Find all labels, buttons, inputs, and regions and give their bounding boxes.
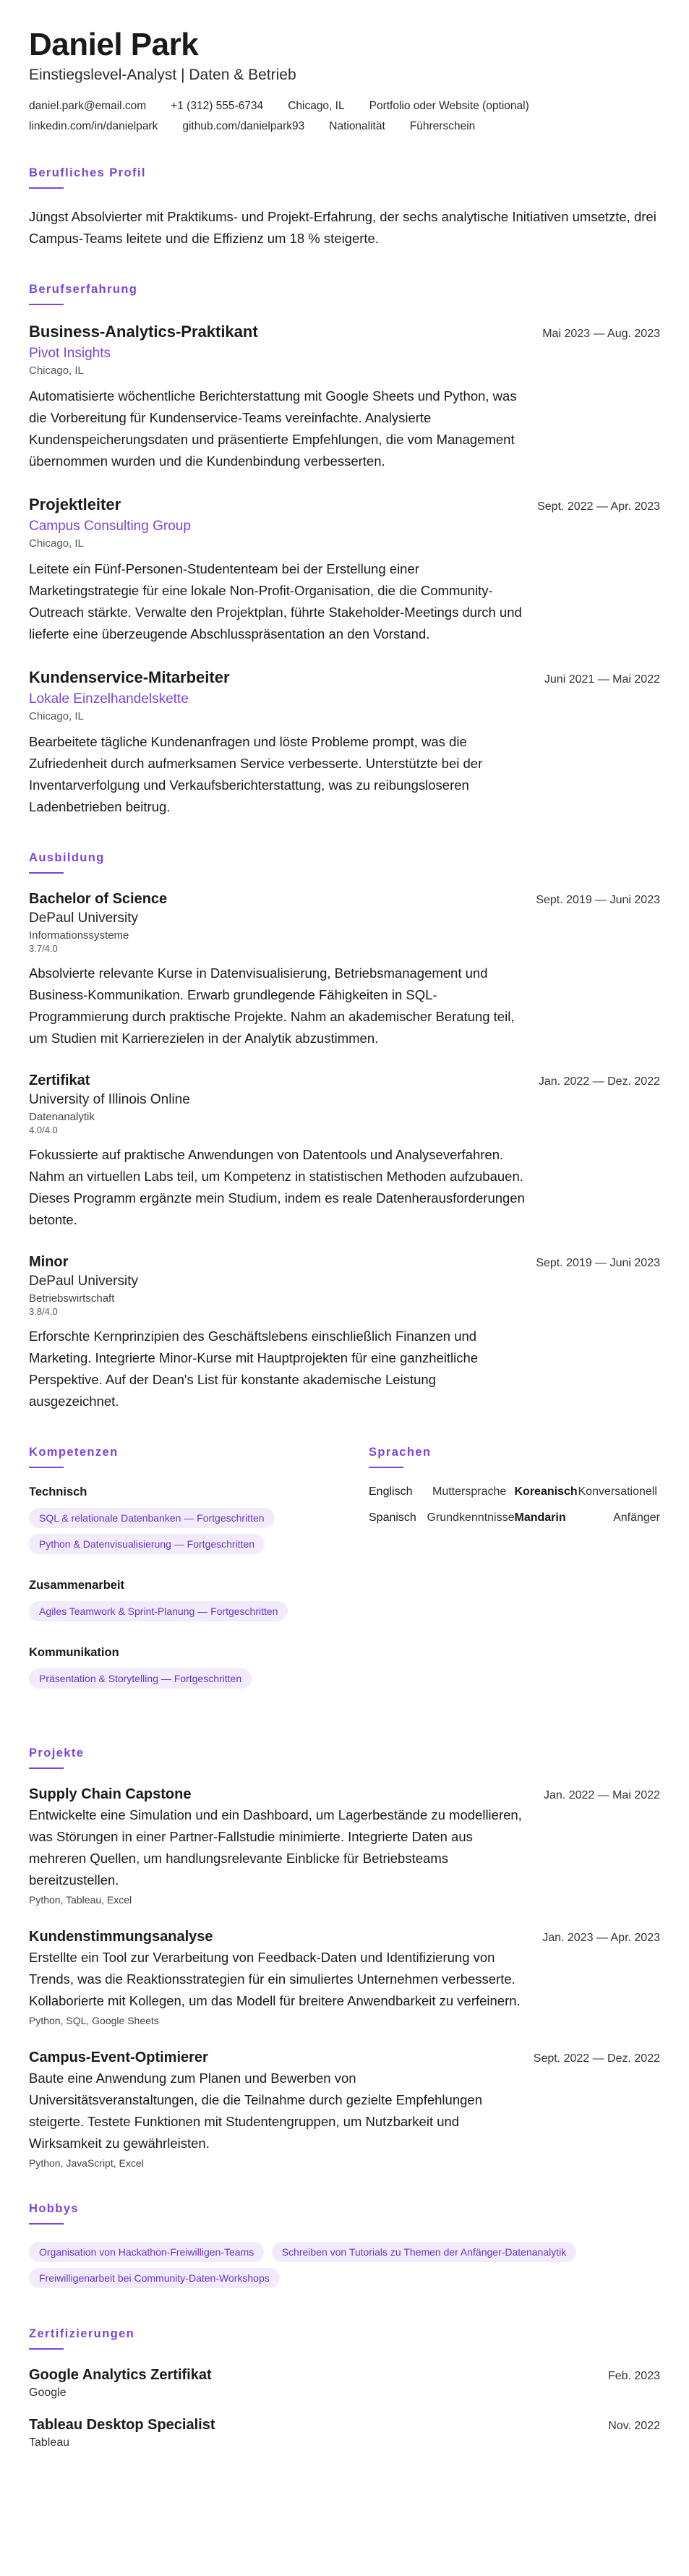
- profile-section: [29, 166, 660, 250]
- education-entry: [29, 1072, 660, 1231]
- field-of-study: Datenanalytik: [29, 1111, 95, 1123]
- section-divider: [369, 1467, 403, 1468]
- language-level: Muttersprache: [432, 1485, 507, 1498]
- project-title: Supply Chain Capstone: [29, 1786, 192, 1802]
- education-date: Jan. 2022 — Dez. 2022: [538, 1075, 660, 1088]
- contact-phone[interactable]: +1 (312) 555-6734: [171, 100, 264, 112]
- education-description: Fokussierte auf praktische Anwendungen von Datentools und Analyseverfahren. Nahm an virtuellen Labs teil, um Kompetenz in statistischen Methoden aufzubauen. Dieses Programm ergänzte mein Studium, indem es reale Datenherausforderungen betonte.: [29, 1147, 525, 1227]
- project-tech: Python, JavaScript, Excel: [29, 2157, 144, 2169]
- language-item: [369, 1511, 515, 1524]
- contact-location: Chicago, IL: [288, 100, 345, 112]
- project-entry: [29, 2050, 660, 2169]
- section-title-skills: Kompetenzen: [29, 1446, 119, 1459]
- certification-issuer: Google: [29, 2387, 67, 2399]
- section-divider: [29, 187, 64, 189]
- job-location: Chicago, IL: [29, 710, 84, 722]
- section-divider: [29, 2223, 64, 2225]
- section-title-projects: Projekte: [29, 1747, 85, 1760]
- section-title-experience: Berufserfahrung: [29, 283, 138, 296]
- school-name: DePaul University: [29, 910, 138, 926]
- skill-tag: Präsentation & Storytelling — Fortgeschritten: [29, 1668, 252, 1689]
- project-description: Entwickelte eine Simulation und ein Dashboard, um Lagerbestände zu modellieren, was Störungen in einer Partner-Fallstudie minimierte. Integrierte Daten aus mehreren Quellen, um handlungsrelevante Einblicke für Betriebsteams bereitzustellen.: [29, 1807, 522, 1888]
- contact-nationality: Nationalität: [329, 120, 385, 132]
- job-title: Kundenservice-Mitarbeiter: [29, 668, 230, 686]
- hobbies-section: [29, 2202, 660, 2294]
- language-level: Grundkenntnisse: [427, 1511, 515, 1524]
- certification-title: Google Analytics Zertifikat: [29, 2367, 212, 2383]
- job-company: Campus Consulting Group: [29, 519, 191, 534]
- education-date: Sept. 2019 — Juni 2023: [536, 1257, 660, 1269]
- field-of-study: Informationssysteme: [29, 929, 129, 942]
- project-date: Jan. 2022 — Mai 2022: [544, 1789, 660, 1801]
- contact-github[interactable]: github.com/danielpark93: [182, 120, 305, 132]
- job-location: Chicago, IL: [29, 364, 84, 377]
- resume-header: [29, 26, 660, 133]
- education-description: Erforschte Kernprinzipien des Geschäftslebens einschließlich Finanzen und Marketing. Integrierte Minor-Kurse mit Hauptprojekten für eine ganzheitliche Perspektive. Auf der Dean's List für konstante akademische Leistung ausgezeichnet.: [29, 1328, 479, 1409]
- job-date: Sept. 2022 — Apr. 2023: [537, 500, 660, 513]
- experience-entry: [29, 323, 660, 472]
- skills-column: [29, 1446, 340, 1713]
- skill-tag: Agiles Teamwork & Sprint-Planung — Fortgeschritten: [29, 1601, 288, 1621]
- school-name: DePaul University: [29, 1274, 138, 1289]
- degree-title: Minor: [29, 1254, 69, 1270]
- contact-linkedin[interactable]: linkedin.com/in/danielpark: [29, 120, 158, 132]
- language-level: Anfänger: [613, 1511, 660, 1524]
- language-name: Englisch: [369, 1485, 413, 1498]
- gpa: 3.8/4.0: [29, 1306, 58, 1317]
- language-level: Konversationell: [578, 1485, 657, 1498]
- language-item: [515, 1511, 661, 1524]
- language-name: Spanisch: [369, 1511, 416, 1524]
- certification-date: Feb. 2023: [607, 2370, 660, 2382]
- section-divider: [29, 872, 64, 874]
- education-description: Absolvierte relevante Kurse in Datenvisualisierung, Betriebsmanagement und Business-Kommunikation. Erwarb grundlegende Fähigkeiten in SQL-Programmierung durch praktische Projekte. Nahm an akademischer Beratung teil, um Studien mit Karrierezielen in der Analytik abzustimmen.: [29, 965, 515, 1046]
- project-title: Campus-Event-Optimierer: [29, 2050, 208, 2065]
- gpa: 3.7/4.0: [29, 943, 58, 954]
- experience-entry: [29, 668, 660, 818]
- skill-tag: Python & Datenvisualisierung — Fortgeschritten: [29, 1534, 265, 1554]
- degree-title: Bachelor of Science: [29, 891, 168, 907]
- language-row: [369, 1485, 660, 1498]
- job-description: Bearbeitete tägliche Kundenanfragen und löste Probleme prompt, was die Zufriedenheit durch aufmerksamen Service verbesserte. Unterstützte bei der Inventarverfolgung und Verkaufsberichterstattung, was zu reibungsloseren Ladenbetrieben beitrug.: [29, 734, 483, 814]
- contact-list: [29, 100, 660, 133]
- projects-section: [29, 1747, 660, 2169]
- project-tech: Python, Tableau, Excel: [29, 1894, 132, 1906]
- education-entry: [29, 1254, 660, 1412]
- skills-languages-section: [29, 1446, 660, 1713]
- skill-group: [29, 1646, 340, 1694]
- skill-tag: SQL & relationale Datenbanken — Fortgeschritten: [29, 1508, 275, 1528]
- job-description: Automatisierte wöchentliche Berichterstattung mit Google Sheets und Python, was die Vorbereitung für Kundenservice-Teams vereinfachte. Analysierte Kundenspeicherungsdaten und präsentierte Empfehlungen, die vom Management übernommen wurden und die Kundenbindung verbesserten.: [29, 388, 517, 469]
- contact-drivers-license: Führerschein: [409, 120, 476, 132]
- section-title-hobbies: Hobbys: [29, 2202, 79, 2215]
- field-of-study: Betriebswirtschaft: [29, 1292, 115, 1305]
- section-divider: [29, 2348, 64, 2350]
- experience-entry: [29, 495, 660, 645]
- contact-email[interactable]: daniel.park@email.com: [29, 100, 147, 112]
- job-date: Mai 2023 — Aug. 2023: [542, 328, 660, 340]
- project-date: Jan. 2023 — Apr. 2023: [542, 1932, 660, 1944]
- certification-entry: [29, 2367, 660, 2400]
- job-description: Leitete ein Fünf-Personen-Studententeam bei der Erstellung einer Marketingstrategie für eine lokale Non-Profit-Organisation, die die Community-Outreach stärkte. Verwalte den Projektplan, führte Stakeholder-Meetings durch und lieferte eine überzeugende Abschlusspräsentation an den Vorstand.: [29, 561, 522, 641]
- hobby-tag: Schreiben von Tutorials zu Themen der Anfänger-Datenanalytik: [272, 2242, 577, 2262]
- project-description: Baute eine Anwendung zum Planen und Bewerben von Universitätsveranstaltungen, die die Teilnahme durch gezielte Empfehlungen steigerte. Testete Funktionen mit Studentengruppen, um Nutzbarkeit und Wirksamkeit zu gewährleisten.: [29, 2070, 482, 2151]
- section-divider: [29, 1767, 64, 1769]
- job-title: Projektleiter: [29, 495, 121, 513]
- certification-entry: [29, 2417, 660, 2449]
- job-title: Business-Analytics-Praktikant: [29, 323, 258, 341]
- section-title-education: Ausbildung: [29, 851, 105, 864]
- skill-group-name: Technisch: [29, 1485, 87, 1498]
- language-name: Mandarin: [514, 1511, 566, 1524]
- section-divider: [29, 304, 64, 305]
- job-company: Lokale Einzelhandelskette: [29, 691, 189, 707]
- skill-group: [29, 1485, 340, 1560]
- project-entry: [29, 1786, 660, 1906]
- certification-title: Tableau Desktop Specialist: [29, 2417, 215, 2433]
- profile-summary: Jüngst Absolvierter mit Praktikums- und Projekt-Erfahrung, der sechs analytische Initiativen umsetzte, drei Campus-Teams leitete und die Effizienz um 18 % steigerte.: [29, 209, 656, 246]
- project-date: Sept. 2022 — Dez. 2022: [533, 2052, 660, 2065]
- section-title-profile: Berufliches Profil: [29, 166, 146, 179]
- candidate-name: Daniel Park: [29, 27, 199, 62]
- education-entry: [29, 891, 660, 1049]
- candidate-headline: Einstiegslevel-Analyst | Daten & Betrieb: [29, 67, 296, 83]
- education-date: Sept. 2019 — Juni 2023: [536, 894, 660, 906]
- hobby-tag: Organisation von Hackathon-Freiwilligen-Teams: [29, 2242, 264, 2262]
- language-row: [369, 1511, 660, 1524]
- certification-issuer: Tableau: [29, 2436, 70, 2449]
- section-title-certifications: Zertifizierungen: [29, 2327, 135, 2340]
- job-location: Chicago, IL: [29, 537, 84, 550]
- experience-section: [29, 283, 660, 818]
- certifications-section: [29, 2327, 660, 2449]
- school-name: University of Illinois Online: [29, 1092, 190, 1107]
- languages-column: [369, 1446, 660, 1713]
- degree-title: Zertifikat: [29, 1072, 90, 1088]
- section-divider: [29, 1467, 64, 1468]
- language-name: Koreanisch: [514, 1485, 578, 1498]
- skill-group-name: Zusammenarbeit: [29, 1579, 125, 1592]
- skill-group: [29, 1579, 340, 1627]
- hobby-tag: Freiwilligenarbeit bei Community-Daten-Workshops: [29, 2268, 280, 2288]
- language-item: [515, 1485, 661, 1498]
- section-title-languages: Sprachen: [369, 1446, 432, 1459]
- skill-group-name: Kommunikation: [29, 1646, 119, 1659]
- project-entry: [29, 1929, 660, 2026]
- job-date: Juni 2021 — Mai 2022: [544, 673, 660, 686]
- gpa: 4.0/4.0: [29, 1125, 58, 1135]
- education-section: [29, 851, 660, 1412]
- project-description: Erstellte ein Tool zur Verarbeitung von Feedback-Daten und Identifizierung von Trends, was die Reaktionsstrategien für ein simuliertes Unternehmen verbesserte. Kollaborierte mit Kollegen, um das Modell für breitere Anwendbarkeit zu verfeinern.: [29, 1950, 521, 2008]
- contact-portfolio[interactable]: Portfolio oder Website (optional): [369, 100, 529, 112]
- project-tech: Python, SQL, Google Sheets: [29, 2015, 159, 2026]
- certification-date: Nov. 2022: [608, 2420, 660, 2432]
- language-item: [369, 1485, 515, 1498]
- project-title: Kundenstimmungsanalyse: [29, 1929, 213, 1945]
- job-company: Pivot Insights: [29, 346, 111, 361]
